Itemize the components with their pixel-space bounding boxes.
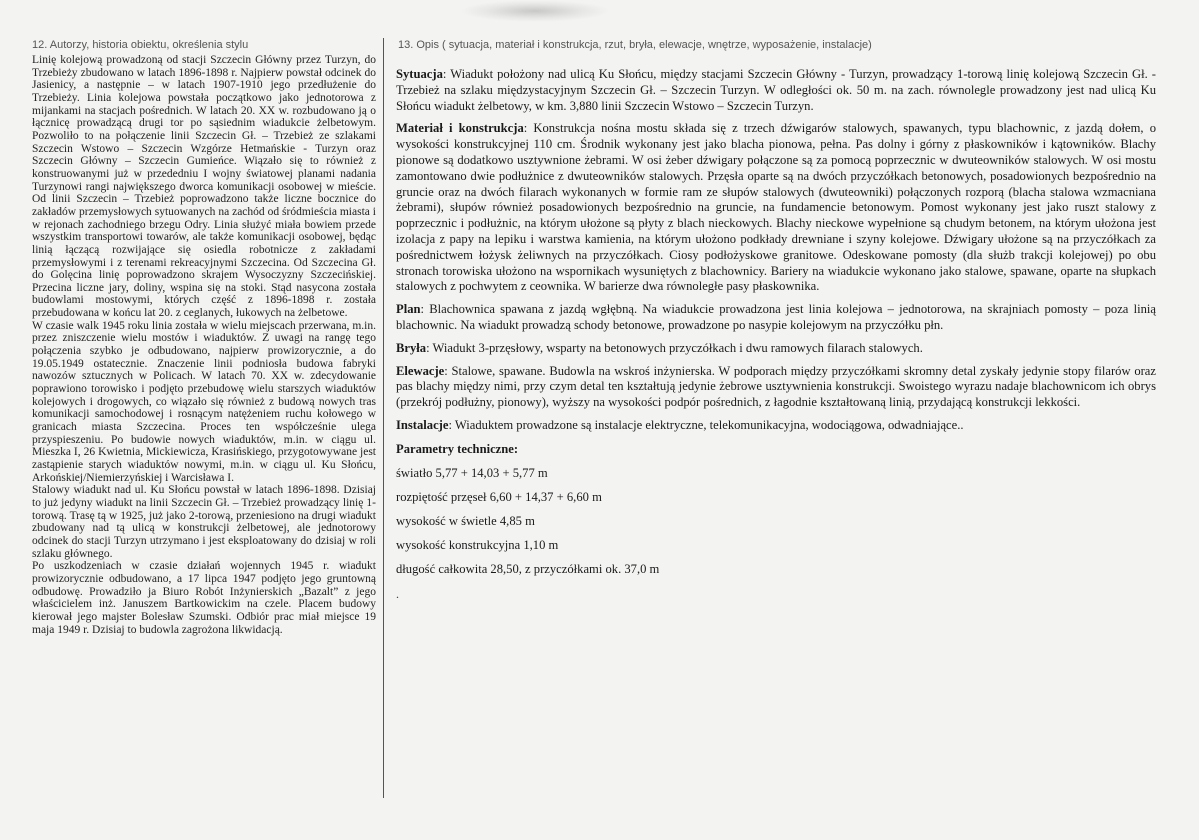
section-label: Materiał i konstrukcja — [396, 121, 524, 136]
section-text: : Stalowe, spawane. Budowla na wskroś inżynierska. W podporach między przyczółkami skromny detal zyskały jedynie stopy filarów oraz pas blachy między nimi, przy czym detal ten kształtują jedynie żebrowe usztywnienia konstrukcji. Swoistego wyrazu nadaje blachownicom ich obrys (przekrój podłużny, pionowy), wyższy na wysokości podpór pośrednich, z łagodnie kształtowaną linią, przydającą konstrukcji lekkości. — [396, 363, 1156, 410]
elevations-section — [396, 364, 1156, 411]
parameter-item: wysokość konstrukcyjna 1,10 m — [396, 537, 559, 552]
section-text: : Wiadukt położony nad ulicą Ku Słońcu, między stacjami Szczecin Główny - Turzyn, prowadzący 1-torową linię kolejową Szczecin Gł. - Trzebież na szlaku międzystacyjnym Szczecin Gł. – Szczecin Turzyn. W odległości ok. 50 m. na zach. równolegle prowadzony jest nad ulicą Ku Słońcu wiadukt żelbetowy, w km. 3,880 linii Szczecin Wstowo – Szczecin Turzyn. — [396, 67, 1156, 113]
column-divider — [383, 38, 384, 798]
section-label: Sytuacja — [396, 67, 443, 81]
trailing-mark: . — [396, 586, 399, 601]
section-text: : Konstrukcja nośna mostu składa się z trzech dźwigarów stalowych, spawanych, typu blachownic, z jazdą dołem, o wysokości konstrukcyjnej 110 cm. Środnik wykonany jest jako blacha pionowa, pełna. Pas dolny i górny z płaskowników i kątowników. Blachy pionowe są dodatkowo usztywnione żebrami. W osi żeber dźwigary połączone są za pomocą poprzecznic w dwuteowników stalowych. W osi mostu zamontowano dwie podłużnice z dwuteowników stalowych. Przęsła oparte są na dwóch przyczółkach betonowych, posadowionych bezpośrednio na gruncie oraz na dwóch filarach wykonanych w formie ram ze słupów stalowych (dwuteowniki) połączonych rozporą (blacha stalowa wzmacniana żebrami), słupów również posadowionych bezpośrednio na gruncie, na fundamencie betonowym. Pomost wykonany jest jako ruszt stalowy z poprzecznic i podłużnic, na którym ułożone są płyty z blach nieckowych. Blachy nieckowe wypełnione są chudym betonem, na którym ułożona jest izolacja z papy na lepiku i warstwa kamienia, na którym ułożono podkłady drewniane i szyny kolejowe. Dźwigary ułożone są na przyczółkach za pośrednictwem łożysk żeliwnych na przyczółkach. Ciosy podłożyskowe granitowe. Odeskowane pomosty (dla służb trakcji kolejowej) po obu stronach torowiska ułożono na wspornikach wysuniętych z blachownicy. Bariery na wiadukcie wykonano jako stalowe, spawane, oparte na słupkach stalowych z pochwytem z ceownika. W barierze dwa równoległe pasy płaskownika. — [396, 121, 1156, 294]
plan-section — [396, 302, 1156, 334]
left-column — [28, 38, 376, 636]
history-paragraph: W czasie walk 1945 roku linia została w wielu miejscach przerwana, m.in. przez zniszczenie wielu mostów i wiaduktów. Z uwagi na rangę tego połączenia szybko je odbudowano, najpierw prowizorycznie, a do 19.05.1949 ostatecznie. Znaczenie linii podniosła budowa fabryki nawozów sztucznych w Policach. W latach 70. XX w. zdecydowanie poprawiono torowisko i podjęto przebudowę wielu starszych wiaduktów kolejowych i drogowych, co wiązało się również z budową nowych tras komunikacji samochodowej i rosnącym natężeniem ruchu kołowego w granicach miasta Szczecina. Proces ten współcześnie ulega przyspieszeniu. Po budowie nowych wiaduktów, m.in. w ciągu ul. Mieszka I, 26 Kwietnia, Mickiewicza, Krasińskiego, przygotowywane jest zastąpienie starych wiaduktów nowymi, m.in. w ciągu ul. Ku Słońcu, Arkońskiej/Niemierzyńskiej i Warcisława I. — [32, 319, 376, 484]
section-label: Bryła — [396, 340, 427, 355]
right-column — [396, 38, 1156, 602]
parameter-item: światło 5,77 + 14,03 + 5,77 m — [396, 465, 548, 480]
installations-section — [396, 418, 1156, 434]
material-section — [396, 121, 1156, 295]
parameter-item: wysokość w świetle 4,85 m — [396, 513, 535, 528]
section-12-heading: 12. Autorzy, historia obiektu, określenia stylu — [32, 39, 249, 51]
section-text: : Blachownica spawana z jazdą wgłębną. Na wiadukcie prowadzona jest linia kolejowa – jednotorowa, na skrajniach pomosty – poza linią blachownic. Na wiadukt prowadzą schody betonowe, prowadzone po nasypie kolejowym na przyczółku płn. — [396, 302, 1156, 332]
section-13-heading: 13. Opis ( sytuacja, materiał i konstrukcja, rzut, bryła, elewacje, wnętrze, wyposażenie, instalacje) — [398, 39, 872, 51]
parameters-heading: Parametry techniczne: — [396, 441, 519, 456]
history-text — [28, 54, 376, 636]
history-paragraph: Stalowy wiadukt nad ul. Ku Słońcu powstał w latach 1896-1898. Dzisiaj to już jedyny wiadukt na linii Szczecin Gł. – Trzebież prowadzący linię 1-torową. Trasę tą w 1925, już jako 2-torową, przeniesiono na drugi wiadukt zbudowany nad tą ulicą w konstrukcji żelbetowej, ale jednotorowy odcinek do stacji Turzyn utrzymano i jest eksploatowany do dzisiaj w roli szlaku głównego. — [32, 484, 376, 560]
history-paragraph: Po uszkodzeniach w czasie działań wojennych 1945 r. wiadukt prowizorycznie odbudowano, a 17 lipca 1947 podjęto jego gruntowną odbudowę. Prowadziło ja Biuro Robót Inżynierskich „Bazalt” z jego właścicielem inż. Januszem Bartkowickim na czele. Placem budowy kierował jego majster Bolesław Szumski. Odbiór prac miał miejsce 19 maja 1949 r. Dzisiaj to budowla zagrożona likwidacją. — [32, 560, 376, 636]
history-paragraph: Linię kolejową prowadzoną od stacji Szczecin Główny przez Turzyn, do Trzebieży zbudowano w latach 1896-1898 r. Najpierw powstał odcinek do Jasienicy, a następnie – w latach 1907-1910 jego przedłużenie do Trzebieży. Linia kolejowa powstała początkowo jako jednotorowa z mijankami na stacjach pośrednich. W latach 20. XX w. rozbudowano ją o łącznicę prowadzącą drugi tor po sąsiednim wiadukcie żelbetowym. Pozwoliło to na połączenie linii Szczecin Gł. – Trzebież ze szlakami Szczecin Wstowo – Szczecin Wzgórze Hetmańskie - Turzyn oraz Szczecin Główny – Szczecin Gumieńce. Wiązało się to również z konstruowanymi już w przededniu I wojny światowej planami nadania Turzynowi rangi największego dworca komunikacji osobowej w mieście. Od linii Szczecin – Trzebież poprowadzono także liczne bocznice do zakładów przemysłowych sytuowanych na zachód od śródmieścia miasta i w rejonach zachodniego brzegu Odry. Linia służyć miała bowiem przede wszystkim transportowi towarów, ale także komunikacji osobowej, będąc linią łączącą rozwijające się osiedla robotnicze z zakładami przemysłowymi i z terenami rekreacyjnymi Szczecina. Od Szczecina Gł. do Golęcina linię poprowadzono skrajem Wysoczyzny Szczecińskiej. Przecina liczne jary, doliny, wspina się na stoki. Stąd nasycona została budowlami mostowymi, których część z 1896-1898 r. została przebudowana w końcu lat 20. z ceglanych, łukowych na żelbetowe. — [32, 54, 376, 320]
section-label: Elewacje — [396, 363, 445, 378]
section-label: Plan — [396, 302, 421, 317]
situation-section — [396, 67, 1156, 114]
section-text: : Wiaduktem prowadzone są instalacje elektryczne, telekomunikacyjna, wodociągowa, odwadniające.. — [448, 417, 964, 432]
parameter-item: długość całkowita 28,50, z przyczółkami ok. 37,0 m — [396, 561, 660, 576]
mass-section — [396, 341, 1156, 357]
section-label: Instalacje — [396, 417, 449, 432]
section-text: : Wiadukt 3-przęsłowy, wsparty na betonowych przyczółkach i dwu ramowych filarach stalowych. — [426, 340, 923, 355]
parameter-item: rozpiętość przęseł 6,60 + 14,37 + 6,60 m — [396, 489, 602, 504]
scan-artifact — [460, 0, 610, 22]
